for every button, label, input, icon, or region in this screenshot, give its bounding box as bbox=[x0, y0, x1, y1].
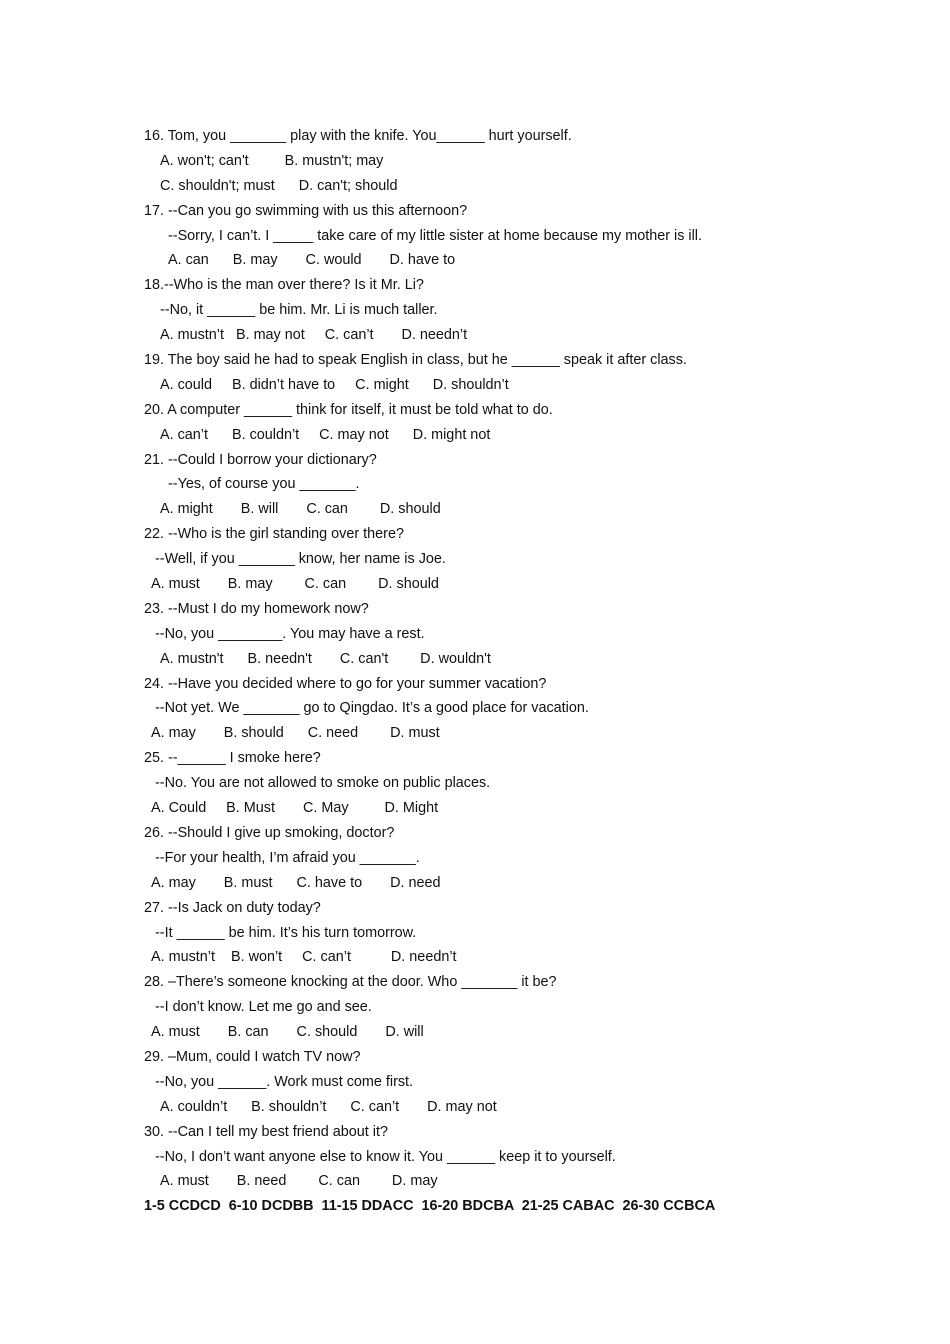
question-line: --Yes, of course you _______. bbox=[168, 476, 360, 493]
question-stem: 17. --Can you go swimming with us this afternoon? bbox=[144, 202, 468, 219]
question-line: --Well, if you _______ know, her name is Joe. bbox=[155, 551, 446, 568]
question-stem: 27. --Is Jack on duty today? bbox=[144, 899, 321, 916]
question-line: A. could B. didn’t have to C. might D. shouldn’t bbox=[160, 376, 509, 393]
question-line: --No, you ________. You may have a rest. bbox=[155, 625, 425, 642]
answer-key: 1-5 CCDCD 6-10 DCDBB 11-15 DDACC 16-20 BDCBA 21-25 CABAC 26-30 CCBCA bbox=[144, 1198, 716, 1215]
exercise-page bbox=[144, 124, 904, 1219]
question-line: A. must B. need C. can D. may bbox=[160, 1173, 438, 1190]
question-stem: 30. --Can I tell my best friend about it? bbox=[144, 1123, 388, 1140]
question-stem: 24. --Have you decided where to go for your summer vacation? bbox=[144, 675, 547, 692]
question-stem: 23. --Must I do my homework now? bbox=[144, 600, 369, 617]
question-line: A. may B. should C. need D. must bbox=[151, 725, 440, 742]
question-stem: 16. Tom, you _______ play with the knife. You______ hurt yourself. bbox=[144, 128, 572, 144]
question-line: --Sorry, I can’t. I _____ take care of my little sister at home because my mother is ill. bbox=[168, 227, 702, 244]
question-line: A. may B. must C. have to D. need bbox=[151, 874, 441, 891]
question-line: A. can B. may C. would D. have to bbox=[168, 252, 456, 269]
question-line: A. might B. will C. can D. should bbox=[160, 501, 441, 518]
question-line: A. mustn't B. needn't C. can't D. wouldn't bbox=[160, 650, 491, 667]
question-stem: 26. --Should I give up smoking, doctor? bbox=[144, 824, 395, 841]
question-stem: 28. –There’s someone knocking at the door. Who _______ it be? bbox=[144, 974, 557, 991]
question-line: A. must B. may C. can D. should bbox=[151, 576, 439, 593]
question-line: A. can’t B. couldn’t C. may not D. might not bbox=[160, 426, 491, 443]
question-line: --I don’t know. Let me go and see. bbox=[155, 999, 372, 1016]
question-line: C. shouldn't; must D. can't; should bbox=[160, 177, 398, 194]
question-line: --Not yet. We _______ go to Qingdao. It’s a good place for vacation. bbox=[155, 700, 589, 717]
question-line: A. mustn’t B. may not C. can’t D. needn’t bbox=[160, 327, 468, 344]
question-line: A. won't; can't B. mustn't; may bbox=[160, 152, 384, 169]
question-line: A. Could B. Must C. May D. Might bbox=[151, 800, 439, 817]
question-line: --No, it ______ be him. Mr. Li is much taller. bbox=[160, 302, 438, 319]
question-line: A. must B. can C. should D. will bbox=[151, 1024, 424, 1041]
question-stem: 21. --Could I borrow your dictionary? bbox=[144, 451, 377, 468]
question-stem: 20. A computer ______ think for itself, it must be told what to do. bbox=[144, 401, 553, 418]
question-line: A. mustn’t B. won’t C. can’t D. needn’t bbox=[151, 949, 457, 966]
question-line: --No. You are not allowed to smoke on public places. bbox=[155, 775, 491, 792]
question-stem: 19. The boy said he had to speak English in class, but he ______ speak it after class. bbox=[144, 352, 687, 369]
question-line: --No, you ______. Work must come first. bbox=[155, 1073, 414, 1090]
question-line: A. couldn’t B. shouldn’t C. can’t D. may not bbox=[160, 1098, 497, 1115]
question-list bbox=[144, 124, 904, 1194]
question-line: --For your health, I’m afraid you _______. bbox=[155, 849, 420, 866]
question-stem: 29. –Mum, could I watch TV now? bbox=[144, 1048, 361, 1065]
question-stem: 25. --______ I smoke here? bbox=[144, 750, 321, 767]
question-line: --No, I don’t want anyone else to know it. You ______ keep it to yourself. bbox=[155, 1148, 616, 1165]
question-stem: 22. --Who is the girl standing over there? bbox=[144, 526, 404, 543]
question-line: --It ______ be him. It’s his turn tomorrow. bbox=[155, 924, 417, 941]
question-stem: 18.--Who is the man over there? Is it Mr. Li? bbox=[144, 277, 424, 294]
